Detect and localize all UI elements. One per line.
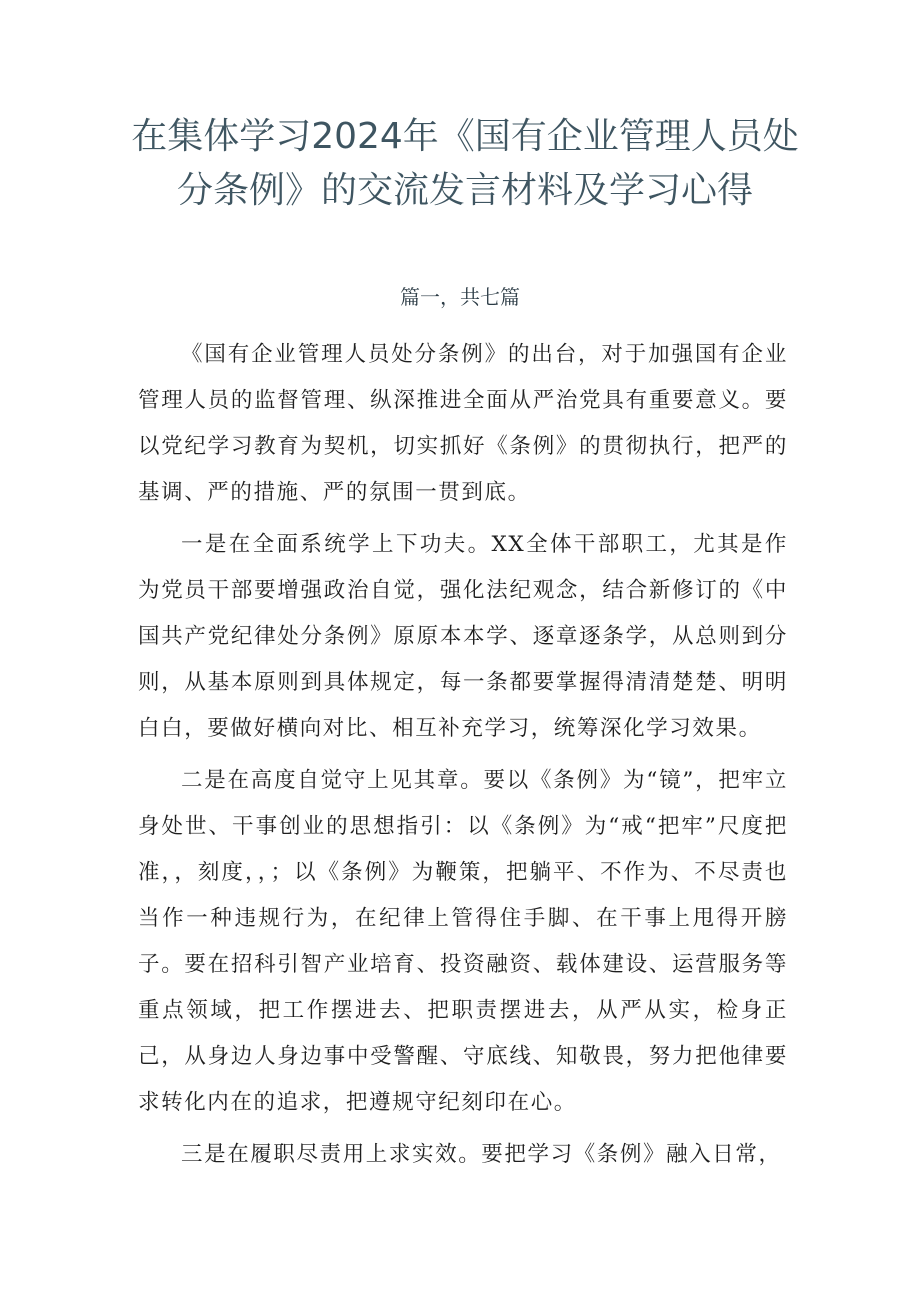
paragraph-intro: 《国有企业管理人员处分条例》的出台，对于加强国有企业管理人员的监督管理、纵深推进全面从严治党具有重要意义。要以党纪学习教育为契机，切实抓好《条例》的贯彻执行，把严的基调、严的措施、严的氛围一贯到底。 [138, 342, 788, 505]
paragraph-point-three: 三是在履职尽责用上求实效。要把学习《条例》融入日常， [181, 1142, 782, 1167]
paragraph-point-two: 二是在高度自觉守上见其章。要以《条例》为“镜”，把牢立身处世、干事创业的思想指引：以《条例》为“戒“把牢”尺度把准，，刻度，，；以《条例》为鞭策，把躺平、不作为、不尽责也当作一种违规行为，在纪律上管得住手脚、在干事上甩得开膀子。要在招科引智产业培育、投资融资、载体建设、运营服务等重点领域，把工作摆进去、把职责摆进去，从严从实，检身正己，从身边人身边事中受警醒、守底线、知敬畏，努力把他律要求转化内在的追求，把遵规守纪刻印在心。 [138, 768, 788, 1115]
document-title: 在集体学习2024年《国有企业管理人员处分条例》的交流发言材料及学习心得 [131, 116, 799, 211]
paragraph-point-one: 一是在全面系统学上下功夫。XX全体干部职工，尤其是作为党员干部要增强政治自觉，强化法纪观念，结合新修订的《中国共产党纪律处分条例》原原本本学、逐章逐条学，从总则到分则，从基本原则到具体规定，每一条都要掌握得清清楚楚、明明白白，要做好横向对比、相互补充学习，统筹深化学习效果。 [138, 532, 788, 741]
document-subtitle: 篇一，共七篇 [400, 285, 520, 309]
